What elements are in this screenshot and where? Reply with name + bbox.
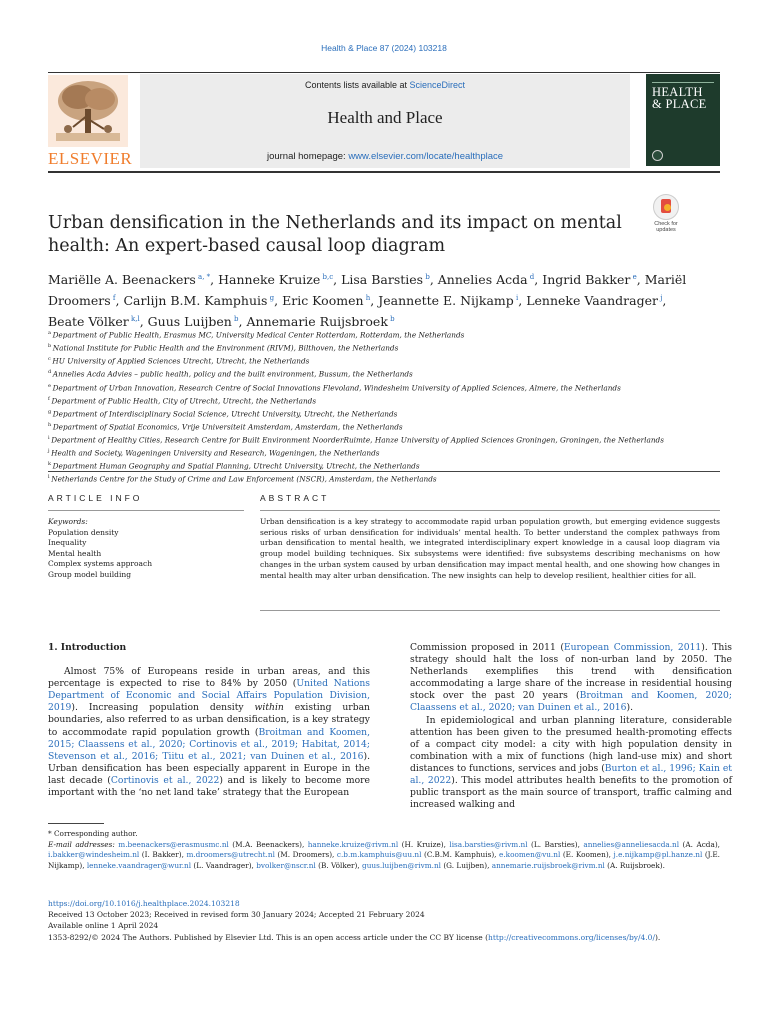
paragraph <box>410 715 732 812</box>
publication-info <box>48 898 728 943</box>
affiliation-item <box>48 433 728 446</box>
text-run: ). <box>626 702 634 714</box>
affiliation-item <box>48 472 728 485</box>
email-addresses <box>48 840 720 872</box>
publisher-name: ELSEVIER <box>48 149 133 168</box>
article-info-heading: ARTICLE INFO <box>48 493 143 503</box>
affiliation-item <box>48 394 728 407</box>
email-owner: (B. Völker), <box>315 861 363 871</box>
email-link[interactable]: m.beenackers@erasmusmc.nl <box>118 839 229 849</box>
author-affiliation-marker[interactable]: h <box>363 294 371 303</box>
journal-homepage <box>140 151 630 162</box>
body-column-right <box>410 642 732 811</box>
text-run: ) and is likely to become more important with the ‘no net land take’ strategy that the European <box>48 774 370 799</box>
homepage-link[interactable]: www.elsevier.com/locate/healthplace <box>348 151 504 162</box>
email-link[interactable]: bvolker@nscr.nl <box>256 861 316 871</box>
email-owner: (M.A. Beenackers), <box>228 839 308 849</box>
footnotes <box>48 829 720 872</box>
text-run: ). Urban densification has been especially apparent in Europe in the last decade ( <box>48 750 370 786</box>
affiliation-item <box>48 446 728 459</box>
author-affiliation-marker[interactable]: i <box>513 294 519 303</box>
section-heading-introduction: 1. Introduction <box>48 642 127 653</box>
email-owner: (A. Ruijsbroek). <box>604 861 665 871</box>
affiliation-key: k <box>48 461 53 468</box>
email-link[interactable]: e.koomen@vu.nl <box>499 850 561 860</box>
email-owner: (J.E. Nijkamp), <box>48 850 720 871</box>
check-updates-line1: Check for <box>654 221 678 227</box>
email-link[interactable]: annelies@anneliesacda.nl <box>583 839 680 849</box>
journal-reference[interactable]: Health & Place 87 (2024) 103218 <box>321 43 447 53</box>
affiliation-key: h <box>48 421 53 428</box>
keyword-item: Mental health <box>48 548 102 558</box>
author-affiliation-marker[interactable]: b <box>231 315 239 324</box>
journal-header-box <box>140 74 630 168</box>
abstract-heading: ABSTRACT <box>260 493 330 503</box>
available-online-date: Available online 1 April 2024 <box>48 921 159 931</box>
elsevier-tree-icon <box>48 75 128 147</box>
email-link[interactable]: c.b.m.kamphuis@uu.nl <box>336 850 422 860</box>
keywords-block <box>48 517 238 581</box>
body-column-left <box>48 642 370 799</box>
email-link[interactable]: m.droomers@utrecht.nl <box>186 850 275 860</box>
author-name[interactable]: Guus Luijben <box>147 314 232 330</box>
affiliation-key: f <box>48 395 52 402</box>
abstract-rule <box>260 510 720 511</box>
text-run: ). Increasing population density <box>71 702 255 714</box>
author-affiliation-marker[interactable]: e <box>630 273 637 281</box>
email-link[interactable]: i.bakker@windesheim.nl <box>48 850 140 860</box>
received-dates: Received 13 October 2023; Received in revised form 30 January 2024; Accepted 21 February 2024 <box>48 910 425 920</box>
affiliation-text: Department of Spatial Economics, Vrije Universiteit Amsterdam, Amsterdam, the Netherlands <box>52 422 403 432</box>
cover-title-line1: HEALTH <box>652 85 703 99</box>
affiliation-item <box>48 354 728 367</box>
keywords-label: Keywords: <box>48 517 88 526</box>
paragraph <box>48 666 370 799</box>
author-name[interactable]: Jeannette E. Nijkamp <box>378 293 514 309</box>
affiliation-key: l <box>48 474 52 481</box>
author-name[interactable]: Annelies Acda <box>437 272 528 288</box>
author-name[interactable]: Annemarie Ruijsbroek <box>246 314 388 330</box>
check-updates-line2: updates <box>656 227 676 233</box>
sciencedirect-link[interactable]: ScienceDirect <box>409 80 466 90</box>
affiliation-key: e <box>48 382 53 389</box>
cover-stripe <box>652 82 714 83</box>
affiliation-text: Department Human Geography and Spatial Planning, Utrecht University, Utrecht, the Netherlands <box>52 461 420 471</box>
text-run: In epidemiological and urban planning literature, considerable attention has been given to the presumed health-promoting effects of a compact city model: a city with high population density in combination with a mix of functions (high land-use mix) and short distances to functions, services and jobs ( <box>410 714 732 774</box>
email-link[interactable]: lenneke.vaandrager@wur.nl <box>86 861 192 871</box>
affiliation-item <box>48 328 728 341</box>
front-matter-rule <box>48 471 720 472</box>
doi-link[interactable]: https://doi.org/10.1016/j.healthplace.2024.103218 <box>48 899 240 908</box>
abstract-text: Urban densification is a key strategy to accommodate rapid urban population growth, but emerging evidence suggests serious risks of urban densification for individuals’ mental health. To better understand the complex pathways from urban densification to mental health, we integrated interdisciplinary expert knowledge in a causal loop diagram via group model building techniques. Six subsystems were identified: five subsystems describing mechanisms on how changes in the urban system caused by urban densification may impact mental health, and one showing how changes in mental health may alter urban densification. The new insights can help to develop resilient, healthier cities for all. <box>260 517 720 580</box>
email-owner: (H. Kruize), <box>398 839 450 849</box>
email-link[interactable]: lisa.barsties@rivm.nl <box>449 839 528 849</box>
affiliation-text: Department of Urban Innovation, Research Centre of Social Innovations Flevoland, Windesheim University of Applied Sciences, Almere, the Netherlands <box>52 382 621 392</box>
affiliation-key: g <box>48 408 53 415</box>
contents-prefix: Contents lists available at <box>304 80 410 90</box>
corresponding-author-note: * Corresponding author. <box>48 829 138 838</box>
author-name[interactable]: Mariëlle A. Beenackers <box>48 272 196 288</box>
affiliation-text: Department of Interdisciplinary Social Science, Utrecht University, Utrecht, the Netherlands <box>52 409 398 419</box>
affiliation-list <box>48 328 728 486</box>
elsevier-logo[interactable] <box>48 75 133 168</box>
citation-link[interactable]: Burton et al., 1996; Kain et al., 2022 <box>410 762 732 787</box>
license-line <box>48 932 728 943</box>
email-owner: (C.B.M. Kamphuis), <box>421 850 500 860</box>
author-name[interactable]: Eric Koomen <box>282 293 364 309</box>
email-link[interactable]: guus.luijben@rivm.nl <box>362 861 442 871</box>
homepage-label: journal homepage: <box>266 151 349 162</box>
text-run: ). This strategy should halt the loss of non-urban land by 2050. The Netherlands exemplifies this trend with densification accommodating a large share of the increase in residential housing stock over the past 20 years ( <box>410 642 732 702</box>
email-owner: (E. Koomen), <box>560 850 614 860</box>
email-label: E-mail addresses: <box>48 839 119 849</box>
citation-link[interactable]: Cortinovis et al., 2022 <box>110 774 220 786</box>
affiliation-item <box>48 367 728 380</box>
email-link[interactable]: j.e.nijkamp@pl.hanze.nl <box>613 850 703 860</box>
author-name[interactable]: Lisa Barsties <box>341 272 424 288</box>
affiliation-key: b <box>48 343 53 350</box>
email-owner: (A. Acda), <box>679 839 720 849</box>
citation-link[interactable]: Broitman and Koomen, 2020; Claassens et al., 2020; van Duinen et al., 2016 <box>410 690 732 714</box>
text-run: Commission proposed in 2011 ( <box>410 642 564 653</box>
affiliation-item <box>48 407 728 420</box>
affiliation-item <box>48 381 728 394</box>
author-affiliation-marker[interactable]: b <box>423 273 430 281</box>
footnote-rule <box>48 823 104 824</box>
affiliation-item <box>48 341 728 354</box>
keyword-item: Inequality <box>48 538 87 548</box>
header-top-rule <box>48 72 720 73</box>
keyword-item: Complex systems approach <box>48 559 153 569</box>
affiliation-text: Netherlands Centre for the Study of Crime and Law Enforcement (NSCR), Amsterdam, the Netherlands <box>51 474 437 484</box>
author-list: Mariëlle A. Beenackers $^{a, *}$, Hanneke Kruize $^{b,c}$, Lisa Barsties $^b$, Annelies Acda $^d$, Ingrid Bakker $^e$, Mariël Droomers $^f$, Carlijn B.M. Kamphuis $^g$, Eric Koomen $^h$, Jeannette E. Nijkamp $^i$, Lenneke Vaandrager $^j$, Beate Völker $^{k,l}$, Guus Luijben $^b$, Annemarie Ruijsbroek $^b$ <box>48 272 687 330</box>
email-owner: (L. Barsties), <box>527 839 584 849</box>
contents-available <box>140 80 630 90</box>
author-name[interactable]: Carlijn B.M. Kamphuis <box>123 293 268 309</box>
paragraph <box>410 642 732 715</box>
email-owner: (G. Luijben), <box>441 861 492 871</box>
email-owner: (L. Vaandrager), <box>191 861 257 871</box>
cover-title-line2: & PLACE <box>652 97 707 111</box>
affiliation-key: c <box>48 356 53 363</box>
abstract-bottom-rule <box>260 610 720 611</box>
keywords-list <box>48 528 238 581</box>
author-affiliation-marker[interactable]: k,l <box>128 315 140 324</box>
email-link[interactable]: hanneke.kruize@rivm.nl <box>307 839 399 849</box>
author-name[interactable]: Ingrid Bakker <box>542 272 631 288</box>
affiliation-text: Health and Society, Wageningen University and Research, Wageningen, the Netherlands <box>51 448 380 458</box>
email-link[interactable]: annemarie.ruijsbroek@rivm.nl <box>491 861 605 871</box>
author-name[interactable]: Hanneke Kruize <box>218 272 321 288</box>
keyword-item: Group model building <box>48 569 132 579</box>
email-owner: (I. Bakker), <box>139 850 187 860</box>
affiliation-item <box>48 420 728 433</box>
journal-title: Health and Place <box>327 108 443 127</box>
text-run: Almost 75% of Europeans reside in urban areas, and this percentage is expected to rise to 84% by 2050 ( <box>48 666 370 690</box>
license-link[interactable]: http://creativecommons.org/licenses/by/4.0/ <box>488 932 655 942</box>
check-for-updates-button[interactable] <box>646 194 686 234</box>
affiliation-key: i <box>48 435 52 441</box>
article-title: Urban densification in the Netherlands and its impact on mental health: An expert-based causal loop diagram <box>48 213 622 256</box>
author-name[interactable]: Beate Völker <box>48 314 129 330</box>
affiliation-text: HU University of Applied Sciences Utrecht, Utrecht, the Netherlands <box>52 356 310 366</box>
journal-cover-image[interactable] <box>646 74 720 166</box>
author-affiliation-marker[interactable]: a, * <box>195 273 211 281</box>
citation-link[interactable]: United Nations Department of Economic and Social Affairs Population Division, 2019 <box>48 678 370 714</box>
license-suffix: ). <box>654 932 661 942</box>
check-updates-icon <box>653 194 679 220</box>
keyword-item: Population density <box>48 527 119 537</box>
affiliation-text: Annelies Acda Advies – public health, policy and the built environment, Bussum, the Netherlands <box>52 369 413 379</box>
affiliation-key: j <box>48 448 52 455</box>
header-bottom-rule <box>48 171 720 173</box>
affiliation-text: Department of Healthy Cities, Research Centre for Built Environment NoorderRuimte, Hanze University of Applied Sciences Groningen, Groningen, the Netherlands <box>51 435 664 445</box>
cover-seal-icon <box>652 150 663 161</box>
author-affiliation-marker[interactable]: d <box>527 273 535 281</box>
author-affiliation-marker[interactable]: b <box>387 315 395 324</box>
affiliation-key: d <box>48 369 53 376</box>
license-prefix: 1353-8292/© 2024 The Authors. Published by Elsevier Ltd. This is an open access article under the CC BY license ( <box>48 932 489 942</box>
text-run: existing urban boundaries, also referred to as urban densification, is a key strategy to accommodate rapid population growth ( <box>48 702 370 738</box>
author-affiliation-marker[interactable]: g <box>267 294 275 303</box>
affiliation-text: Department of Public Health, Erasmus MC, University Medical Center Rotterdam, Rotterdam, the Netherlands <box>52 330 465 340</box>
emphasis: within <box>254 702 284 714</box>
affiliation-key: a <box>48 330 53 336</box>
affiliation-text: Department of Public Health, City of Utrecht, Utrecht, the Netherlands <box>51 396 317 406</box>
text-run: ). This model attributes health benefits to the promotion of public transport as the main source of transport, traffic calming and increased walking and <box>410 775 732 811</box>
author-affiliation-marker[interactable]: j <box>657 294 663 303</box>
author-affiliation-marker[interactable]: f <box>110 294 116 303</box>
author-name[interactable]: Mariël Droomers <box>48 272 687 309</box>
citation-link[interactable]: Broitman and Koomen, 2015; Claassens et al., 2020; Cortinovis et al., 2019; Habitat, 2014; Stevenson et al., 2016; Tiitu et al., 2021; van Duinen et al., 2016 <box>48 726 370 762</box>
email-owner: (M. Droomers), <box>274 850 337 860</box>
author-affiliation-marker[interactable]: b,c <box>320 273 334 281</box>
author-name[interactable]: Lenneke Vaandrager <box>526 293 658 309</box>
article-info-rule <box>48 510 244 511</box>
citation-link[interactable]: European Commission, 2011 <box>563 642 702 653</box>
affiliation-text: National Institute for Public Health and the Environment (RIVM), Bilthoven, the Netherlands <box>52 343 399 353</box>
